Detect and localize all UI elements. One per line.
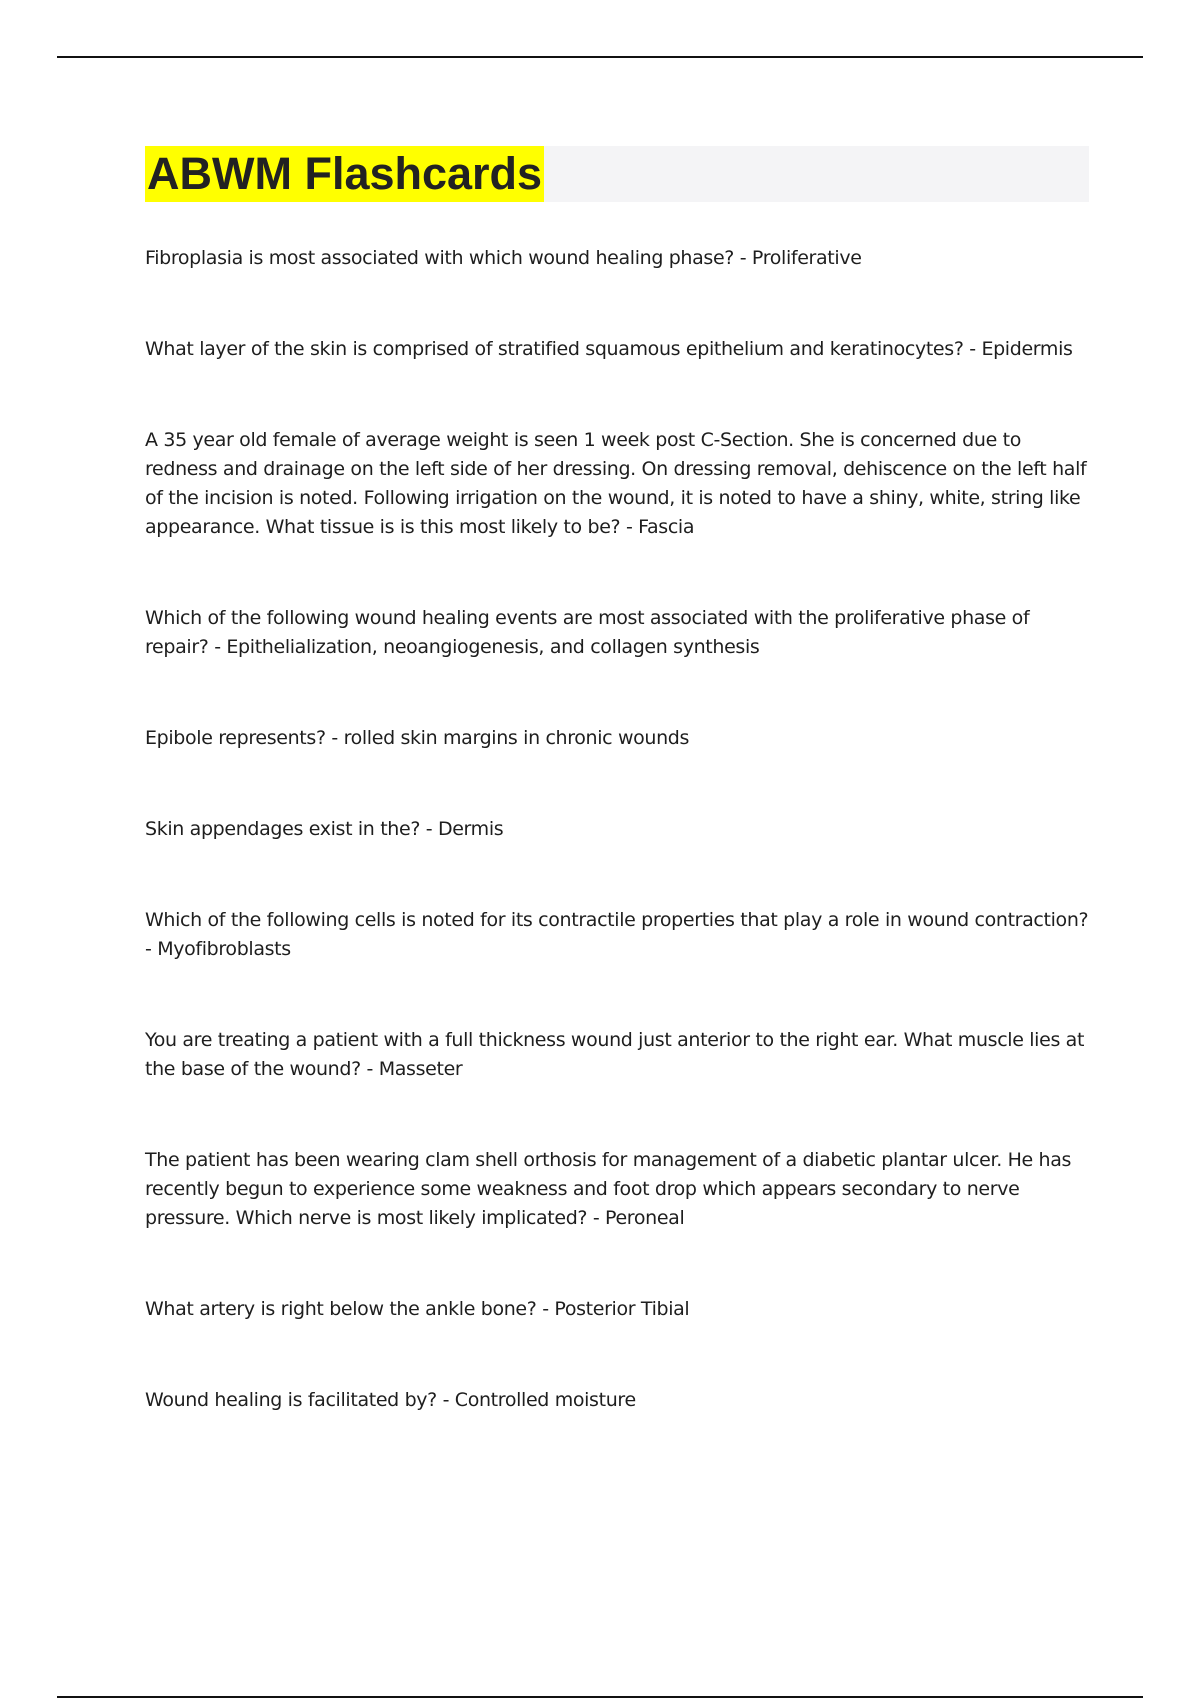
flashcard-item: Which of the following wound healing events are most associated with the proliferative phase of repair? - Epithelialization, neoangiogenesis, and collagen synthesis <box>145 607 1030 658</box>
page-title: ABWM Flashcards <box>145 146 544 202</box>
flashcard-item: The patient has been wearing clam shell orthosis for management of a diabetic plantar ulcer. He has recently begun to experience some weakness and foot drop which appears secondary to nerve pressure. Which nerve is most likely implicated? - Peroneal <box>145 1149 1072 1229</box>
flashcard-list <box>145 244 1090 1477</box>
flashcard-item: Epibole represents? - rolled skin margins in chronic wounds <box>145 727 690 749</box>
bottom-rule <box>57 1696 1143 1698</box>
flashcard-item: Fibroplasia is most associated with which wound healing phase? - Proliferative <box>145 247 862 269</box>
flashcard-item: A 35 year old female of average weight is seen 1 week post C-Section. She is concerned due to redness and drainage on the left side of her dressing. On dressing removal, dehiscence on the left half of the incision is noted. Following irrigation on the wound, it is noted to have a shiny, white, string like appearance. What tissue is is this most likely to be? - Fascia <box>145 429 1087 538</box>
flashcard-item: You are treating a patient with a full thickness wound just anterior to the right ear. What muscle lies at the base of the wound? - Masseter <box>145 1029 1085 1080</box>
flashcard-item: What layer of the skin is comprised of stratified squamous epithelium and keratinocytes? - Epidermis <box>145 338 1073 360</box>
flashcard-item: Skin appendages exist in the? - Dermis <box>145 818 504 840</box>
flashcard-item: Wound healing is facilitated by? - Controlled moisture <box>145 1389 636 1411</box>
top-rule <box>57 56 1143 58</box>
flashcard-item: What artery is right below the ankle bone? - Posterior Tibial <box>145 1298 690 1320</box>
flashcard-item: Which of the following cells is noted for its contractile properties that play a role in wound contraction? - Myofibroblasts <box>145 909 1089 960</box>
